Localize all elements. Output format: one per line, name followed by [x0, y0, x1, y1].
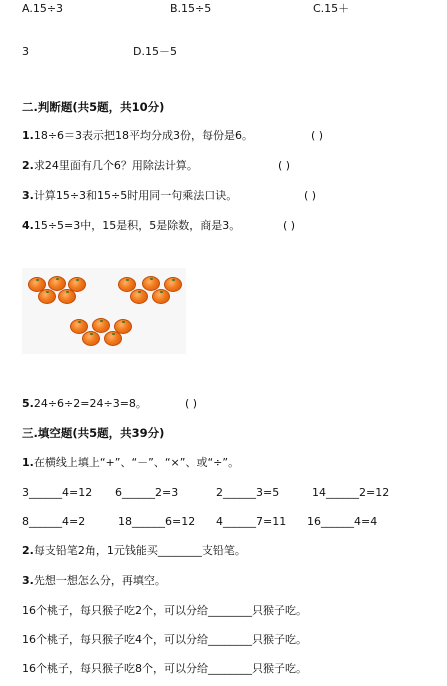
item-number: 3.	[22, 189, 34, 202]
item-number: 1.	[22, 129, 34, 142]
equation-blank[interactable]: 8______4=2	[22, 515, 86, 528]
judge-item-2	[22, 159, 198, 173]
item-number: 1.	[22, 456, 34, 469]
item-text: 18÷6＝3表示把18平均分成3份，每份是6。	[33, 129, 254, 142]
judge-item-3	[22, 189, 237, 203]
section3-heading: 三.填空题(共5题，共39分)	[22, 426, 165, 440]
section2-heading: 二.判断题(共5题，共10分)	[22, 100, 165, 114]
orange-icon	[82, 331, 100, 346]
equation-blank[interactable]: 2______3=5	[216, 486, 280, 499]
item-text: 求24里面有几个6？用除法计算。	[33, 159, 198, 172]
judge-item-1	[22, 129, 253, 143]
fill-q2	[22, 544, 246, 558]
equation-blank[interactable]: 4______7=11	[216, 515, 287, 528]
peach-line-2[interactable]: 16个桃子，每只猴子吃4个，可以分给________只猴子吃。	[22, 633, 307, 646]
answer-paren[interactable]: ( )	[278, 159, 291, 172]
orange-icon	[130, 289, 148, 304]
peach-line-3[interactable]: 16个桃子，每只猴子吃8个，可以分给________只猴子吃。	[22, 662, 307, 675]
item-text: 每支铅笔2角，1元钱能买________支铅笔。	[33, 544, 246, 557]
choice-c-continued: 3	[22, 45, 29, 58]
answer-paren[interactable]: ( )	[185, 397, 198, 410]
item-number: 3.	[22, 574, 34, 587]
choice-d: D.15－5	[133, 45, 177, 58]
choice-b: B.15÷5	[170, 2, 212, 15]
fill-q3	[22, 574, 166, 588]
orange-icon	[38, 289, 56, 304]
orange-icon	[104, 331, 122, 346]
orange-icon	[152, 289, 170, 304]
item-text: 15÷5=3中，15是积，5是除数，商是3。	[33, 219, 241, 232]
equation-blank[interactable]: 6______2=3	[115, 486, 179, 499]
answer-paren[interactable]: ( )	[283, 219, 296, 232]
judge-item-5	[22, 397, 147, 411]
equation-blank[interactable]: 3______4=12	[22, 486, 93, 499]
item-number: 4.	[22, 219, 34, 232]
judge-item-4	[22, 219, 240, 233]
answer-paren[interactable]: ( )	[304, 189, 317, 202]
fill-q1	[22, 456, 239, 470]
oranges-figure	[22, 268, 186, 354]
equation-blank[interactable]: 18______6=12	[118, 515, 196, 528]
choice-c: C.15＋	[313, 2, 350, 15]
item-text: 24÷6÷2=24÷3=8。	[33, 397, 147, 410]
item-number: 2.	[22, 159, 34, 172]
item-number: 2.	[22, 544, 34, 557]
peach-line-1[interactable]: 16个桃子，每只猴子吃2个，可以分给________只猴子吃。	[22, 604, 307, 617]
item-text: 先想一想怎么分，再填空。	[33, 574, 166, 587]
answer-paren[interactable]: ( )	[311, 129, 324, 142]
item-text: 在横线上填上“+”、“－”、“×”、或“÷”。	[33, 456, 240, 469]
equation-blank[interactable]: 14______2=12	[312, 486, 390, 499]
equation-blank[interactable]: 16______4=4	[307, 515, 378, 528]
item-number: 5.	[22, 397, 34, 410]
item-text: 计算15÷3和15÷5时用同一句乘法口诀。	[33, 189, 238, 202]
orange-icon	[58, 289, 76, 304]
choice-a: A.15÷3	[22, 2, 64, 15]
